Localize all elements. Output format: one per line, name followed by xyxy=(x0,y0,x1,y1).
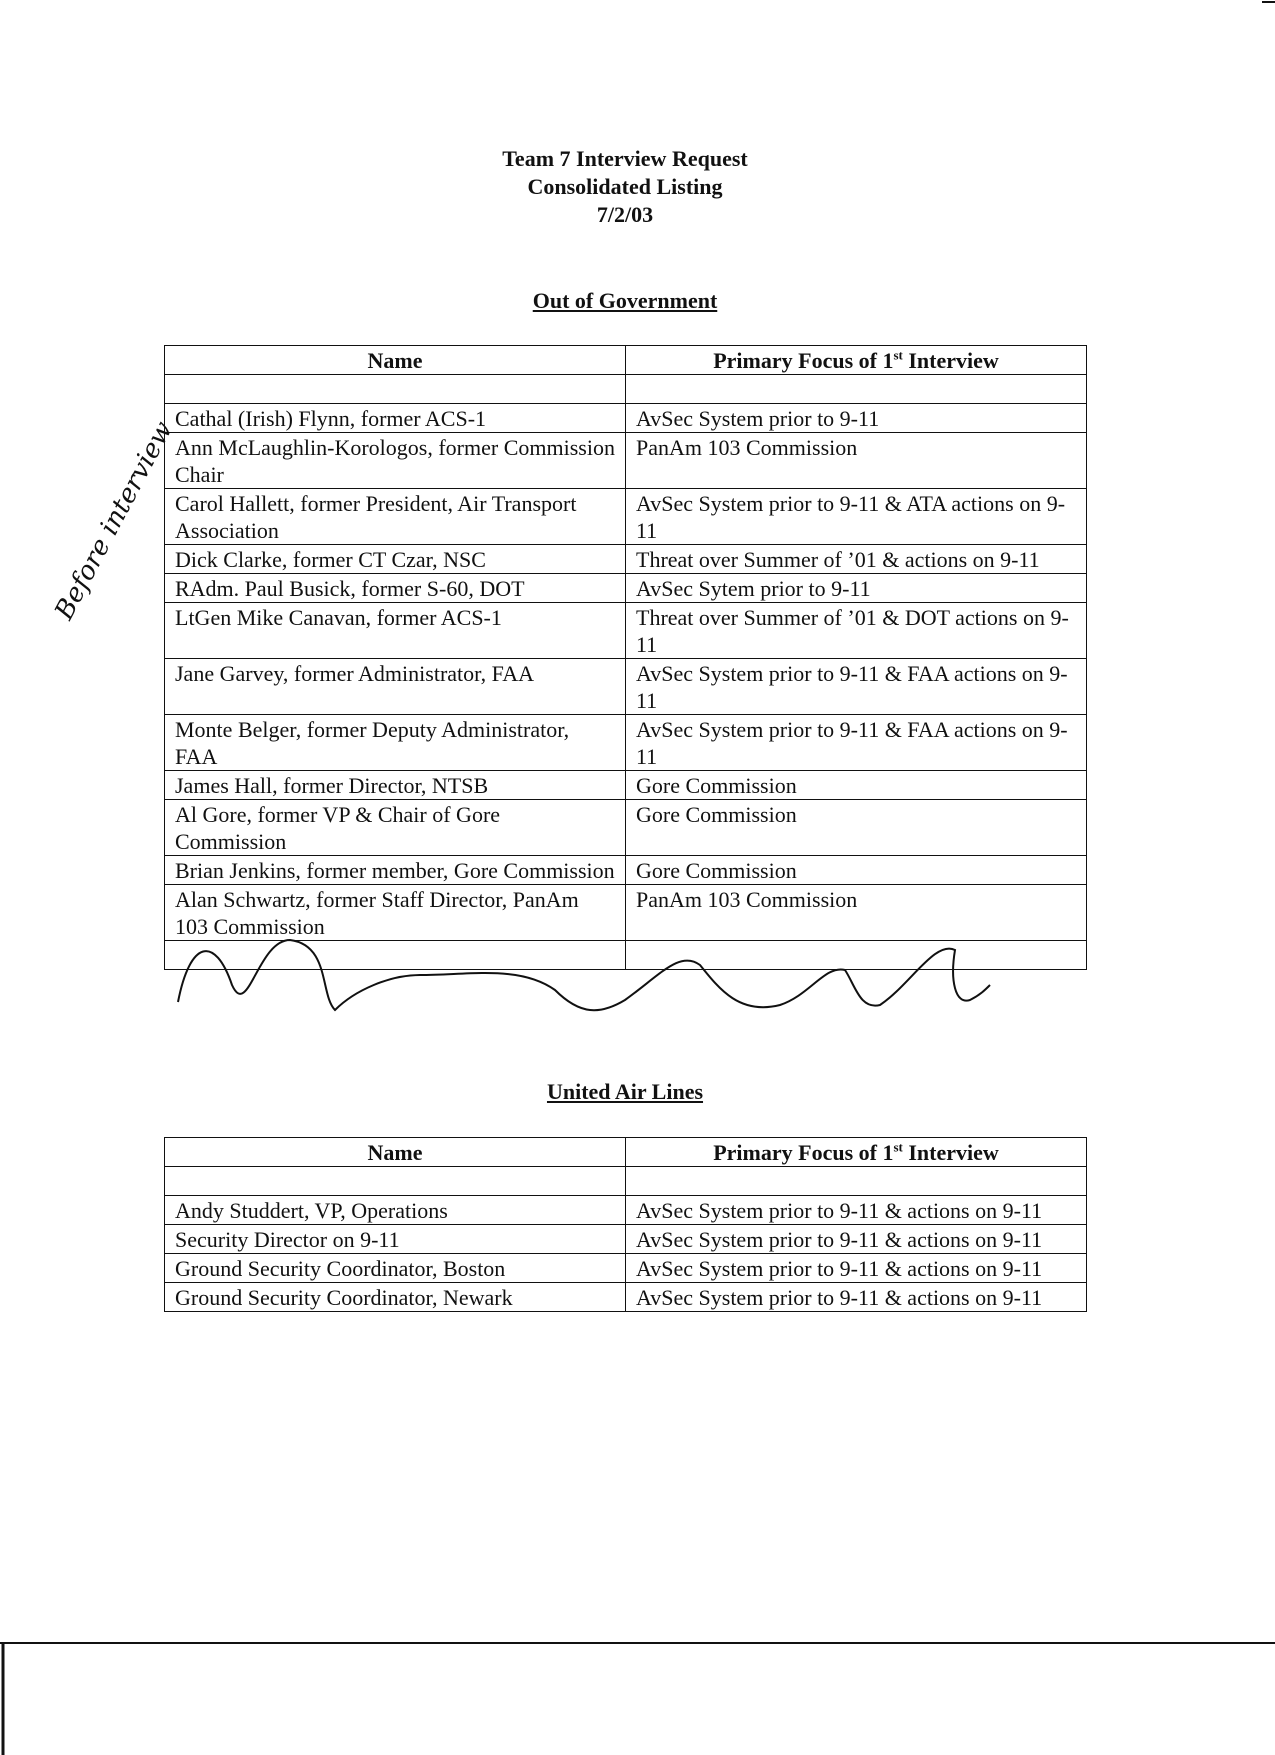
table-row xyxy=(165,659,1087,715)
table-row xyxy=(165,433,1087,489)
table-row xyxy=(165,1254,1087,1283)
document-date: 7/2/03 xyxy=(596,202,654,227)
name-cell: Ann McLaughlin-Korologos, former Commission Chair xyxy=(165,433,626,489)
name-cell xyxy=(165,941,626,970)
table-row xyxy=(165,404,1087,433)
section-heading-united-air-lines: United Air Lines xyxy=(546,1079,704,1104)
name-cell: Monte Belger, former Deputy Administrator, FAA xyxy=(165,715,626,771)
name-cell: LtGen Mike Canavan, former ACS-1 xyxy=(165,603,626,659)
focus-cell xyxy=(626,1167,1087,1196)
document-subtitle: Consolidated Listing xyxy=(527,174,723,199)
column-header-name: Name xyxy=(165,346,626,375)
focus-cell: AvSec System prior to 9-11 & actions on 9-11 xyxy=(626,1196,1087,1225)
focus-cell xyxy=(626,375,1087,404)
blank-row xyxy=(165,1167,1087,1196)
section-heading-out-of-government: Out of Government xyxy=(532,288,718,313)
name-cell: Jane Garvey, former Administrator, FAA xyxy=(165,659,626,715)
focus-cell: AvSec Sytem prior to 9-11 xyxy=(626,574,1087,603)
table-row xyxy=(165,545,1087,574)
name-cell: Carol Hallett, former President, Air Transport Association xyxy=(165,489,626,545)
table-row xyxy=(165,715,1087,771)
focus-cell: AvSec System prior to 9-11 xyxy=(626,404,1087,433)
name-cell: Al Gore, former VP & Chair of Gore Commission xyxy=(165,800,626,856)
table-row xyxy=(165,574,1087,603)
focus-cell: PanAm 103 Commission xyxy=(626,885,1087,941)
table-row xyxy=(165,1225,1087,1254)
name-cell xyxy=(165,1167,626,1196)
name-cell: Security Director on 9-11 xyxy=(165,1225,626,1254)
focus-cell: Gore Commission xyxy=(626,800,1087,856)
focus-cell: Gore Commission xyxy=(626,856,1087,885)
out-of-government-table xyxy=(164,345,1087,970)
handwritten-annotation: Before interview xyxy=(49,416,180,625)
table-row xyxy=(165,800,1087,856)
focus-cell: AvSec System prior to 9-11 & actions on 9-11 xyxy=(626,1254,1087,1283)
column-header-focus: Primary Focus of 1st Interview xyxy=(626,1138,1087,1167)
name-cell: Ground Security Coordinator, Newark xyxy=(165,1283,626,1312)
document-title: Team 7 Interview Request xyxy=(502,146,748,171)
table-header-row xyxy=(165,1138,1087,1167)
name-cell: Dick Clarke, former CT Czar, NSC xyxy=(165,545,626,574)
focus-cell: Threat over Summer of ’01 & actions on 9-11 xyxy=(626,545,1087,574)
table-header-row xyxy=(165,346,1087,375)
table-row xyxy=(165,1196,1087,1225)
focus-cell: Threat over Summer of ’01 & DOT actions on 9-11 xyxy=(626,603,1087,659)
name-cell: RAdm. Paul Busick, former S-60, DOT xyxy=(165,574,626,603)
table-row xyxy=(165,885,1087,941)
united-air-lines-table xyxy=(164,1137,1087,1312)
focus-cell: Gore Commission xyxy=(626,771,1087,800)
table-row xyxy=(165,603,1087,659)
focus-cell xyxy=(626,941,1087,970)
blank-row xyxy=(165,375,1087,404)
name-cell: Ground Security Coordinator, Boston xyxy=(165,1254,626,1283)
name-cell: James Hall, former Director, NTSB xyxy=(165,771,626,800)
blank-row xyxy=(165,941,1087,970)
focus-cell: AvSec System prior to 9-11 & actions on 9-11 xyxy=(626,1283,1087,1312)
focus-cell: AvSec System prior to 9-11 & FAA actions on 9-11 xyxy=(626,659,1087,715)
table-row xyxy=(165,856,1087,885)
table-row xyxy=(165,489,1087,545)
focus-cell: AvSec System prior to 9-11 & actions on 9-11 xyxy=(626,1225,1087,1254)
name-cell: Alan Schwartz, former Staff Director, PanAm 103 Commission xyxy=(165,885,626,941)
table-row xyxy=(165,1283,1087,1312)
focus-cell: AvSec System prior to 9-11 & ATA actions on 9-11 xyxy=(626,489,1087,545)
name-cell: Cathal (Irish) Flynn, former ACS-1 xyxy=(165,404,626,433)
name-cell xyxy=(165,375,626,404)
column-header-name: Name xyxy=(165,1138,626,1167)
column-header-focus: Primary Focus of 1st Interview xyxy=(626,346,1087,375)
table-row xyxy=(165,771,1087,800)
focus-cell: AvSec System prior to 9-11 & FAA actions on 9-11 xyxy=(626,715,1087,771)
name-cell: Andy Studdert, VP, Operations xyxy=(165,1196,626,1225)
focus-cell: PanAm 103 Commission xyxy=(626,433,1087,489)
name-cell: Brian Jenkins, former member, Gore Commission xyxy=(165,856,626,885)
